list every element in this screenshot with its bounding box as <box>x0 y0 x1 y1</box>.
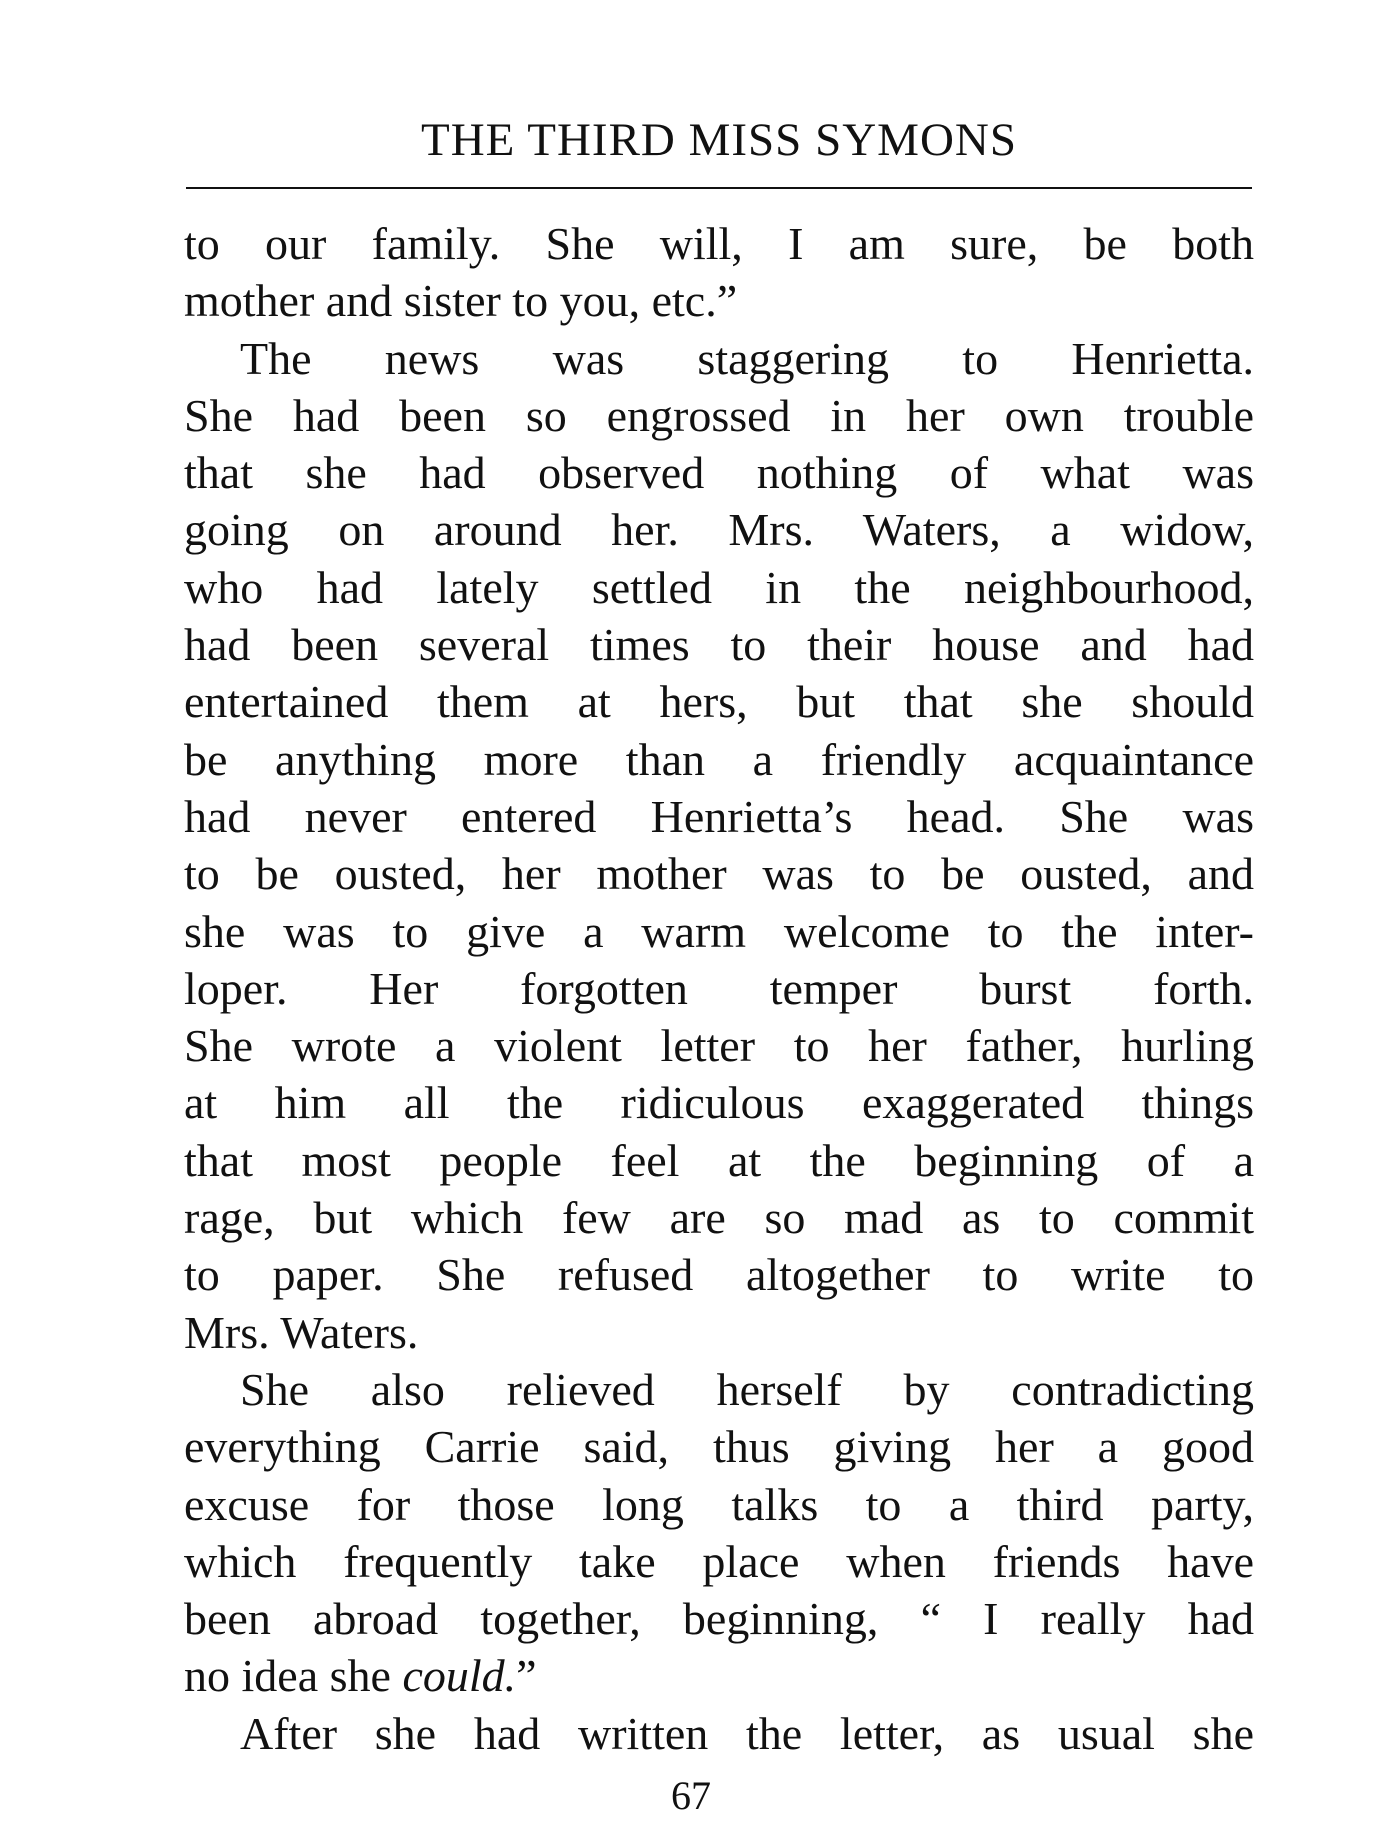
text-line: who had lately settled in the neighbourhood, <box>184 561 1254 613</box>
text-line <box>184 1647 1254 1704</box>
text-line: be anything more than a friendly acquaintance <box>184 733 1254 785</box>
text-line: She had been so engrossed in her own trouble <box>184 389 1254 441</box>
text-line: to be ousted, her mother was to be ousted, and <box>184 848 1254 900</box>
page-number: 67 <box>671 1773 711 1818</box>
header-rule <box>186 187 1252 189</box>
text-line: She also relieved herself by contradicting <box>240 1363 1254 1415</box>
text-line: she was to give a warm welcome to the inter- <box>184 905 1254 957</box>
text-line: She wrote a violent letter to her father, hurling <box>184 1020 1254 1072</box>
closing-quote: ” <box>516 1650 537 1702</box>
text-line: had never entered Henrietta’s head. She was <box>184 790 1254 842</box>
text-line: After she had written the letter, as usual she <box>240 1707 1254 1759</box>
text-line: mother and sister to you, etc.” <box>184 275 738 327</box>
text-line: to our family. She will, I am sure, be both <box>184 218 1254 269</box>
text-line: that she had observed nothing of what was <box>184 447 1254 499</box>
text-line: going on around her. Mrs. Waters, a widow, <box>184 504 1254 556</box>
text-line: at him all the ridiculous exaggerated things <box>184 1077 1254 1129</box>
text-line: everything Carrie said, thus giving her a good <box>184 1421 1254 1473</box>
text-line: excuse for those long talks to a third party, <box>184 1478 1254 1530</box>
text-line: entertained them at hers, but that she should <box>184 676 1254 728</box>
text-line: Mrs. Waters. <box>184 1306 419 1358</box>
text-line: been abroad together, beginning, “ I really had <box>184 1593 1254 1645</box>
text-line: to paper. She refused altogether to write to <box>184 1249 1254 1301</box>
italic-word: could. <box>402 1650 517 1702</box>
running-head: THE THIRD MISS SYMONS <box>421 114 1017 166</box>
text-line: that most people feel at the beginning of a <box>184 1134 1254 1186</box>
text-line: had been several times to their house and had <box>184 619 1254 671</box>
text-line: rage, but which few are so mad as to commit <box>184 1192 1254 1244</box>
text-line: which frequently take place when friends have <box>184 1535 1254 1587</box>
body-text <box>184 215 1254 1762</box>
text-line: loper. Her forgotten temper burst forth. <box>184 962 1254 1014</box>
text-segment: no idea she <box>184 1650 403 1702</box>
text-line: The news was staggering to Henrietta. <box>240 332 1254 384</box>
